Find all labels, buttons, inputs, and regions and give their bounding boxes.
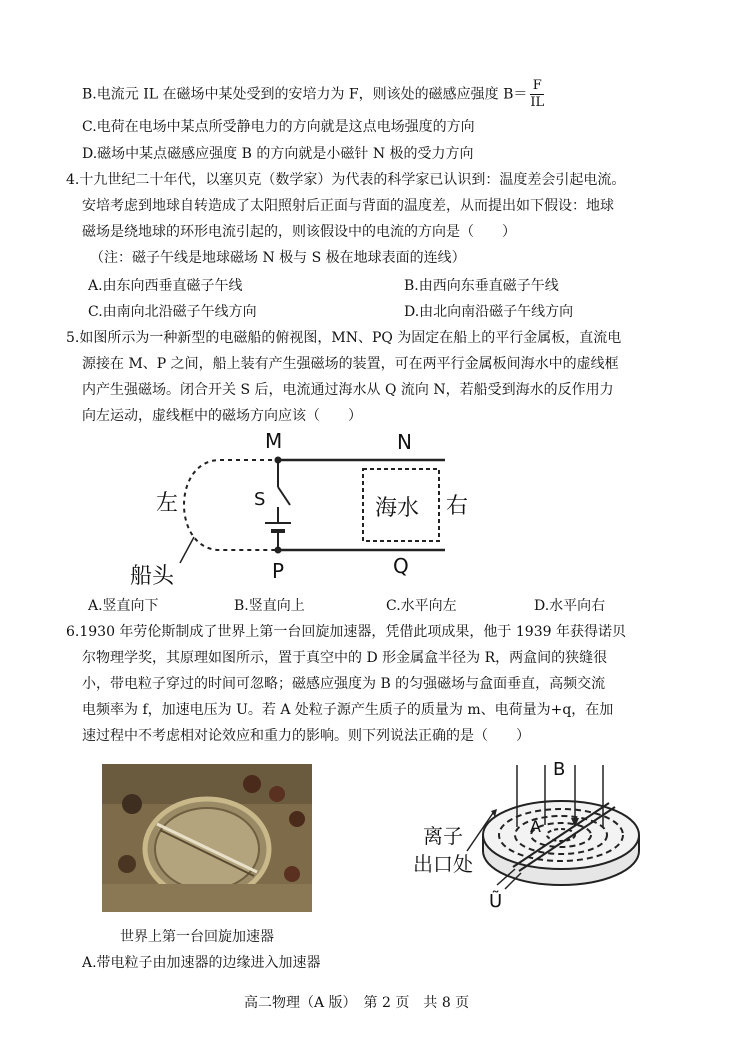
label-bow: 船头 [130, 564, 175, 589]
q5-option-b: B.竖直向上 [234, 598, 305, 614]
q4-note: （注：磁子午线是地球磁场 N 极与 S 极在地球表面的连线） [90, 250, 466, 266]
label-a: A [530, 817, 541, 836]
ship-diagram [120, 425, 469, 595]
photo-caption: 世界上第一台回旋加速器 [120, 929, 274, 945]
label-s: S [254, 489, 266, 510]
cyclotron-photo [102, 764, 312, 912]
q3-option-c: C.电荷在电场中某点所受静电力的方向就是这点电场强度的方向 [82, 119, 475, 135]
label-ion-exit-line-1: 离子 [423, 824, 463, 848]
q4-option-d: D.由北向南沿磁子午线方向 [404, 304, 574, 320]
label-u: Ũ [489, 891, 503, 912]
label-p: P [272, 559, 285, 583]
q5-stem-line: 5.如图所示为一种新型的电磁船的俯视图，MN、PQ 为固定在船上的平行金属板，直流电 [66, 330, 622, 346]
q3-option-d: D.磁场中某点磁感应强度 B 的方向就是小磁针 N 极的受力方向 [82, 146, 474, 162]
q5-stem-line: 内产生强磁场。闭合开关 S 后，电流通过海水从 Q 流向 N，若船受到海水的反作用力 [82, 382, 614, 398]
q4-stem-line: 安培考虑到地球自转造成了太阳照射后正面与背面的温度差，从而提出如下假设：地球 [82, 198, 614, 214]
switch-blade [278, 487, 290, 505]
q6-stem-line: 速过程中不考虑相对论效应和重力的影响。则下列说法正确的是（ ） [82, 728, 530, 744]
fraction-denominator: IL [530, 95, 545, 110]
label-m: M [265, 429, 283, 453]
q4-option-a: A.由东向西垂直磁子午线 [88, 278, 243, 294]
q6-stem-line: 小，带电粒子穿过的时间可忽略；磁感应强度为 B 的匀强磁场与盒面垂直，高频交流 [82, 676, 606, 692]
q4-stem-line: 4.十九世纪二十年代，以塞贝克（数学家）为代表的科学家已认识到：温度差会引起电流。 [66, 172, 626, 188]
q3-option-b-text: B.电流元 IL 在磁场中某处受到的安培力为 F，则该处的磁感应强度 B＝ [82, 86, 528, 103]
node-m [275, 457, 282, 464]
q6-stem-line: 尔物理学奖，其原理如图所示，置于真空中的 D 形金属盒半径为 R，两盒间的狭缝很 [82, 650, 608, 666]
q5-stem-line: 向左运动，虚线框中的磁场方向应该（ ） [82, 408, 362, 424]
q5-option-a: A.竖直向下 [88, 598, 159, 614]
page-footer: 高二物理（A 版） 第 2 页 共 8 页 [244, 995, 470, 1011]
ship-hull-outline [184, 460, 280, 550]
fraction-numerator: F [530, 78, 544, 95]
q3-option-b [82, 78, 544, 111]
q4-option-c: C.由南向北沿磁子午线方向 [88, 304, 257, 320]
label-q: Q [393, 554, 409, 578]
q6-stem-line: 6.1930 年劳伦斯制成了世界上第一台回旋加速器，凭借此项成果，他于 1939 年获得诺贝 [66, 624, 626, 640]
label-seawater: 海水 [375, 496, 420, 521]
cyclotron-diagram [405, 755, 645, 915]
label-n: N [397, 430, 412, 454]
q5-option-d: D.水平向右 [534, 598, 606, 614]
label-ion-exit-line-2: 出口处 [413, 852, 473, 876]
node-p [275, 547, 282, 554]
label-right: 右 [446, 494, 469, 519]
bow-pointer-line [180, 537, 194, 563]
q6-stem-line: 电频率为 f，加速电压为 U。若 A 处粒子源产生质子的质量为 m、电荷量为+q，在加 [82, 702, 614, 718]
q4-stem-line: 磁场是绕地球的环形电流引起的，则该假设中的电流的方向是（ ） [82, 224, 516, 240]
q5-option-c: C.水平向左 [386, 598, 457, 614]
q5-stem-line: 源接在 M、P 之间，船上装有产生强磁场的装置，可在两平行金属板间海水中的虚线框 [82, 356, 619, 372]
q4-option-b: B.由西向东垂直磁子午线 [404, 278, 559, 294]
q3-option-b-fraction [530, 78, 544, 111]
label-b: B [553, 759, 566, 780]
label-left: 左 [156, 491, 179, 516]
q6-option-a: A.带电粒子由加速器的边缘进入加速器 [82, 955, 321, 971]
